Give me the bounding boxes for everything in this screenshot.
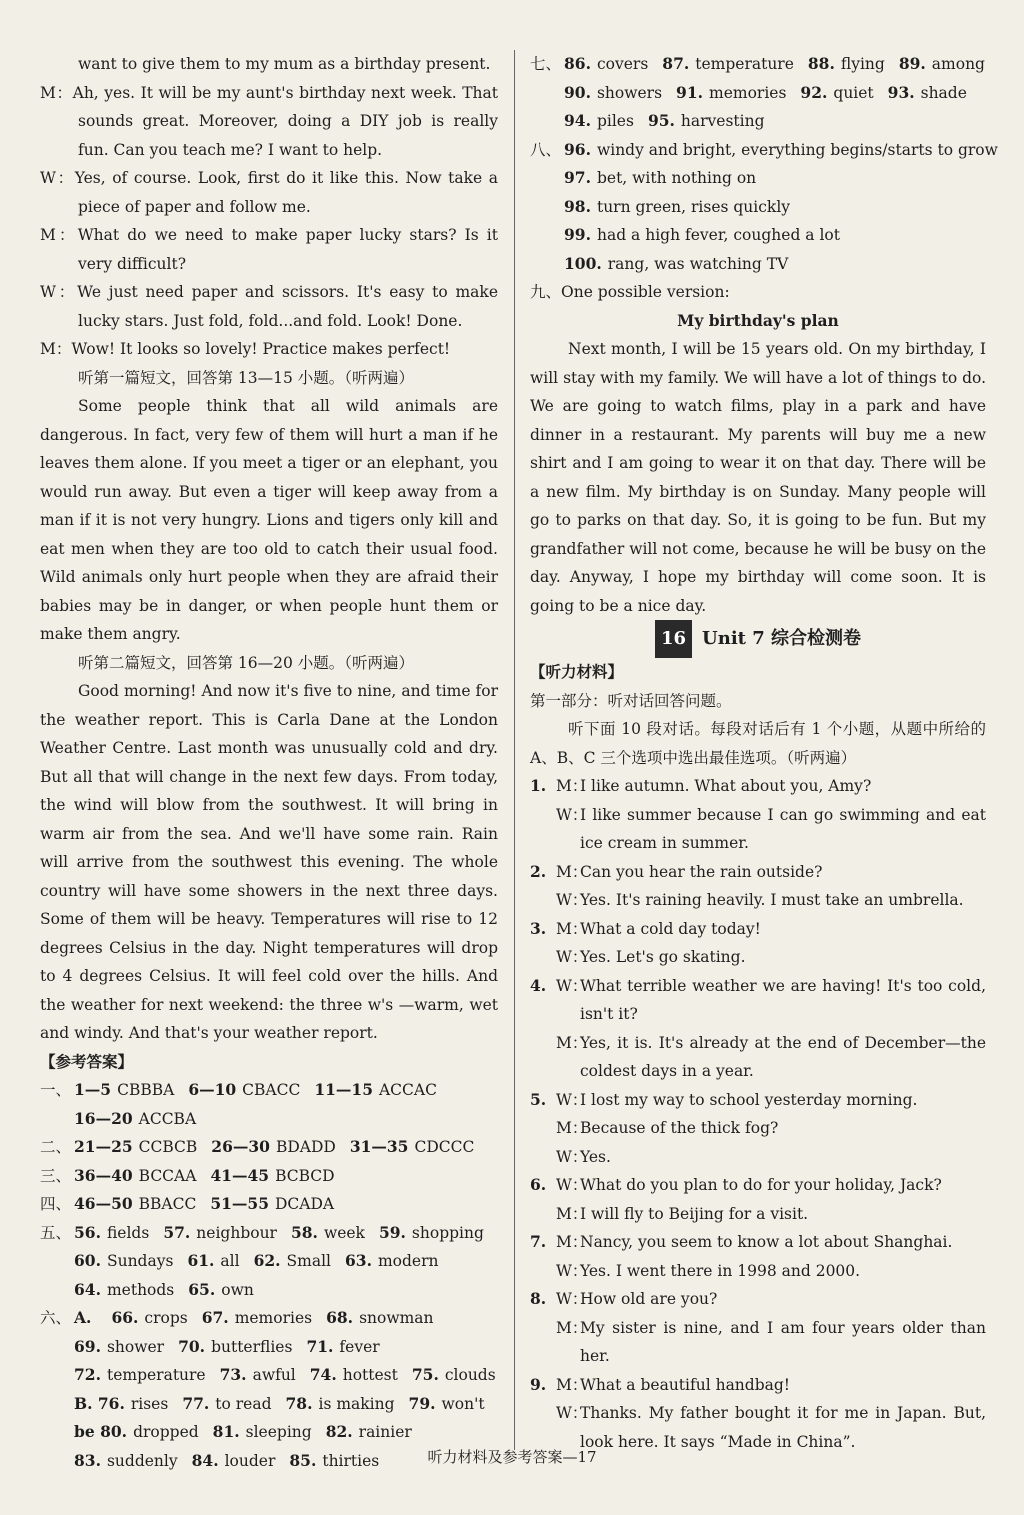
essay-title: My birthday's plan xyxy=(677,310,839,330)
answer-value: snowman xyxy=(359,1309,434,1327)
indent xyxy=(530,886,556,915)
dialogue-line xyxy=(530,915,986,944)
answer-value: had a high fever, coughed a lot xyxy=(596,226,840,244)
speaker-label: M： xyxy=(556,1233,588,1251)
left-column xyxy=(40,50,498,1475)
unit-title: Unit 7 综合检测卷 xyxy=(702,628,862,649)
answer-value: CBACC xyxy=(242,1081,301,1099)
answer-row xyxy=(40,1133,498,1162)
dialogue-text: What terrible weather we are having! It's too cold, isn't it? xyxy=(580,976,986,1023)
answer-value: ACCBA xyxy=(138,1109,197,1128)
answer-number: 21—25 xyxy=(74,1137,133,1156)
answer-value: suddenly xyxy=(106,1451,178,1470)
speaker-label: M： xyxy=(556,1375,588,1394)
answer-value: is making xyxy=(318,1394,395,1413)
answer-number: 58. xyxy=(290,1222,318,1242)
indent xyxy=(530,1200,556,1229)
essay-text: Next month, I will be 15 years old. On my birthday, I will stay with my family. We will have a lot of things to do. We are going to watch films, play in a park and have dinner in a restaurant. My parents will buy me a new shirt and I am going to wear it on that day. There will be a new film. My birthday is on Sunday. Many people will go to parks on that day. So, it is going to be fun. But my grandfather will not come, because he will be busy on the day. Anyway, I hope my birthday will come soon. It is going to be a nice day. xyxy=(530,340,986,615)
answer-value: sleeping xyxy=(245,1423,312,1441)
answer-number: 56. xyxy=(74,1222,101,1242)
indent xyxy=(530,1029,556,1086)
dialogue-number: 8. xyxy=(530,1289,547,1308)
answer-number: 100. xyxy=(564,253,602,273)
indent xyxy=(530,801,556,858)
answer-number: 61. xyxy=(187,1251,215,1270)
indent xyxy=(530,1143,556,1172)
dialogue-text: Nancy, you seem to know a lot about Shanghai. xyxy=(580,1233,953,1251)
dialogue-line xyxy=(530,943,986,972)
dialogue-text: My sister is nine, and I am four years older than her. xyxy=(580,1318,986,1365)
dialogue-line xyxy=(530,772,986,801)
answer-value: CDCCC xyxy=(414,1138,475,1156)
dialogue-line xyxy=(40,164,498,221)
section-label: 八、 xyxy=(530,140,562,159)
section-label: 四、 xyxy=(40,1195,72,1213)
answer-number: 86. xyxy=(564,54,591,73)
dialogue-line xyxy=(530,1143,986,1172)
answer-value: memories xyxy=(709,83,787,102)
column-divider xyxy=(514,50,515,1450)
answer-value: BCCAA xyxy=(138,1166,197,1185)
answer-value: hottest xyxy=(342,1366,398,1384)
speaker-label: W： xyxy=(40,283,78,301)
answer-number: 67. xyxy=(201,1308,229,1327)
dialogue-text: Yes, of course. Look, first do it like this. Now take a piece of paper and follow me. xyxy=(74,169,499,216)
essay-intro: 九、One possible version: xyxy=(530,283,730,301)
answer-row xyxy=(530,79,986,108)
answer-number: 46—50 xyxy=(74,1194,133,1213)
answer-value: louder xyxy=(224,1451,276,1470)
dialogue-number: 7. xyxy=(530,1232,547,1251)
answer-value: memories xyxy=(234,1309,313,1327)
answer-value: rang, was watching TV xyxy=(607,254,789,273)
answer-value: clouds xyxy=(444,1366,496,1384)
speaker-label: W： xyxy=(556,1147,588,1166)
answer-value: rainier xyxy=(358,1423,412,1441)
dialogue-text: want to give them to my mum as a birthday present. xyxy=(78,55,491,73)
answer-number: 73. xyxy=(219,1365,247,1384)
dialogue-section xyxy=(40,50,498,364)
answer-number: 95. xyxy=(647,111,675,130)
dialogue-text: What do you plan to do for your holiday, Jack? xyxy=(580,1176,942,1194)
speaker-label: W： xyxy=(40,169,75,187)
answer-value: butterflies xyxy=(211,1337,293,1356)
speaker-label: W： xyxy=(556,1176,588,1194)
answer-number: 92. xyxy=(800,82,828,102)
answer-number: 85. xyxy=(289,1450,317,1470)
answer-number: 75. xyxy=(411,1365,439,1384)
answer-value: BDADD xyxy=(275,1138,336,1156)
answer-number: 62. xyxy=(253,1251,281,1270)
dialogue-text: We just need paper and scissors. It's easy to make lucky stars. Just fold, fold...and fold. Look! Done. xyxy=(77,283,498,330)
dialogue-number: 9. xyxy=(530,1374,547,1394)
part1-instructions: 听下面 10 段对话。每段对话后有 1 个小题，从题中所给的 A、B、C 三个选项中选出最佳选项。（听两遍） xyxy=(530,720,986,767)
answer-number: 59. xyxy=(378,1222,406,1242)
dialogue-line xyxy=(40,221,498,278)
dialogue-text: Thanks. My father bought it for me in Japan. But, look here. It says “Made in China”. xyxy=(580,1404,986,1451)
answer-number: 87. xyxy=(662,54,690,73)
answer-row xyxy=(40,1076,498,1105)
answer-number: 64. xyxy=(74,1279,101,1299)
dialogue-number: 1. xyxy=(530,776,547,795)
answer-value: among xyxy=(931,55,985,73)
answer-value: all xyxy=(220,1252,240,1270)
dialogue-text: Yes, it is. It's already at the end of December—the coldest days in a year. xyxy=(580,1033,986,1080)
answer-value: BCBCD xyxy=(275,1166,335,1185)
answer-number: 83. xyxy=(74,1450,101,1470)
answer-value: modern xyxy=(377,1252,439,1270)
section-label: 六、 xyxy=(40,1309,72,1327)
speaker-label: W： xyxy=(556,891,588,909)
dialogue-number: 5. xyxy=(530,1089,547,1109)
answer-number: B. 76. xyxy=(74,1393,125,1413)
speaker-label: M： xyxy=(40,340,72,358)
answer-value: methods xyxy=(106,1280,175,1299)
answer-value: to read xyxy=(215,1394,272,1413)
dialogue-line xyxy=(40,335,498,364)
page-footer: 听力材料及参考答案—17 xyxy=(427,1448,597,1466)
dialogue-line xyxy=(530,1371,986,1400)
answer-value: neighbour xyxy=(196,1223,277,1242)
answer-number: 96. xyxy=(564,139,591,159)
answer-number: 88. xyxy=(807,54,835,73)
speaker-label: M： xyxy=(556,1204,588,1223)
dialogue-text: Ah, yes. It will be my aunt's birthday next week. That sounds great. Moreover, doing a DIY job is really fun. Can you teach me? I want to help. xyxy=(72,83,498,159)
answer-number: 97. xyxy=(564,168,591,187)
dialogue-line xyxy=(530,1086,986,1115)
unit-heading xyxy=(530,620,986,658)
section-label: 二、 xyxy=(40,1138,72,1156)
dialogue-text: I lost my way to school yesterday morning. xyxy=(580,1090,918,1109)
answer-value: CCBCB xyxy=(138,1138,198,1156)
section-label: 五、 xyxy=(40,1223,72,1242)
section-label: 三、 xyxy=(40,1166,72,1185)
answer-value: won't xyxy=(441,1394,485,1413)
dialogue-text: How old are you? xyxy=(580,1290,718,1308)
answer-key xyxy=(40,1076,498,1475)
answer-number: 41—45 xyxy=(210,1165,270,1185)
answer-value: harvesting xyxy=(680,112,765,130)
answer-row xyxy=(530,136,998,165)
part1-heading: 第一部分：听对话回答问题。 xyxy=(530,691,732,710)
dialogue-number: 6. xyxy=(530,1175,547,1194)
right-column xyxy=(530,50,998,1456)
answer-row xyxy=(40,1105,498,1134)
dialogue-line xyxy=(40,50,498,79)
answer-row xyxy=(40,1418,498,1447)
speaker-label: W： xyxy=(556,1090,588,1109)
answer-row xyxy=(40,1276,498,1305)
indent xyxy=(530,1114,556,1143)
answer-row xyxy=(40,1162,498,1191)
dialogue-text: Yes. xyxy=(580,1147,611,1166)
answer-value: crops xyxy=(144,1309,188,1327)
speaker-label: W： xyxy=(556,1404,588,1422)
answer-value: CBBBA xyxy=(117,1081,175,1099)
dialogue-text: Because of the thick fog? xyxy=(580,1119,779,1137)
answer-value: showers xyxy=(596,83,663,102)
answer-row xyxy=(40,1247,498,1276)
answer-key-continued xyxy=(530,50,998,278)
answer-value: week xyxy=(323,1223,365,1242)
answer-number: 98. xyxy=(564,196,591,216)
dialogue-line xyxy=(530,801,986,858)
answer-number: 65. xyxy=(188,1279,216,1299)
answer-value: windy and bright, everything begins/starts to grow xyxy=(596,140,998,159)
dialogue-line xyxy=(530,1029,986,1086)
answer-value: BBACC xyxy=(138,1195,197,1213)
answer-value: temperature xyxy=(695,55,794,73)
answer-number: 6—10 xyxy=(188,1080,237,1099)
answer-value: fever xyxy=(339,1337,380,1356)
answer-number: A. xyxy=(74,1308,92,1327)
answer-number: 99. xyxy=(564,225,591,244)
answer-number: 51—55 xyxy=(210,1194,269,1213)
answer-number: 66. xyxy=(111,1308,139,1327)
speaker-label: W： xyxy=(556,1290,588,1308)
answer-number: 31—35 xyxy=(349,1137,409,1156)
dialogue-line xyxy=(530,1257,986,1286)
dialogue-line xyxy=(530,1114,986,1143)
dialogue-line xyxy=(530,1314,986,1371)
dialogue-line xyxy=(530,1171,986,1200)
dialogue-line xyxy=(530,1200,986,1229)
speaker-label: M： xyxy=(556,777,588,795)
dialogue-text: What a beautiful handbag! xyxy=(580,1375,791,1394)
dialogue-line xyxy=(530,972,986,1029)
answer-value: dropped xyxy=(133,1423,199,1441)
dialogue-text: Yes. I went there in 1998 and 2000. xyxy=(580,1261,861,1280)
speaker-label: M： xyxy=(40,83,73,102)
speaker-label: W： xyxy=(556,805,588,824)
dialogue-text: What a cold day today! xyxy=(580,919,761,938)
dialogue-line xyxy=(40,79,498,165)
answer-row xyxy=(530,107,986,136)
answer-row xyxy=(530,164,986,193)
dialogue-line xyxy=(530,1285,986,1314)
answer-number: 36—40 xyxy=(74,1165,133,1185)
passage1-text: Some people think that all wild animals are dangerous. In fact, very few of them will hurt a man if he leaves them alone. If you meet a tiger or an elephant, you would run away. But even a tiger will keep away from a man if it is not very hungry. Lions and tigers only kill and eat men when they are too old to catch their usual food. Wild animals only hurt people when they are afraid their babies may be in danger, or when people hunt them or make them angry. xyxy=(40,397,498,643)
answer-row xyxy=(40,1190,498,1219)
speaker-label: W： xyxy=(556,948,588,966)
answer-value: covers xyxy=(596,55,649,73)
dialogue-text: Yes. It's raining heavily. I must take an umbrella. xyxy=(580,891,964,909)
dialogue-text: What do we need to make paper lucky stars? Is it very difficult? xyxy=(77,226,498,273)
answer-number: 68. xyxy=(326,1308,354,1327)
answer-number: 79. xyxy=(408,1393,436,1413)
answer-value: Sundays xyxy=(106,1252,174,1270)
answer-value: temperature xyxy=(106,1366,206,1384)
answer-value: turn green, rises quickly xyxy=(596,197,791,216)
answer-number: 84. xyxy=(191,1450,219,1470)
answer-value: DCADA xyxy=(274,1195,335,1213)
answer-number: 91. xyxy=(676,82,704,102)
answer-value: shade xyxy=(920,83,967,102)
answers-heading: 【参考答案】 xyxy=(40,1051,134,1071)
dialogue-text: I like autumn. What about you, Amy? xyxy=(580,777,872,795)
dialogue-list xyxy=(530,772,986,1456)
speaker-label: W： xyxy=(556,976,588,995)
dialogue-text: Wow! It looks so lovely! Practice makes perfect! xyxy=(71,340,451,358)
passage1-heading: 听第一篇短文，回答第 13—15 小题。（听两遍） xyxy=(78,368,415,387)
answer-number: 71. xyxy=(306,1336,334,1356)
speaker-label: M： xyxy=(556,919,588,938)
answer-row xyxy=(530,50,986,79)
answer-number: 93. xyxy=(887,82,915,102)
answer-number: 78. xyxy=(285,1393,313,1413)
answer-number: 26—30 xyxy=(211,1137,270,1156)
answer-number: 60. xyxy=(74,1251,101,1270)
speaker-label: M： xyxy=(556,1318,588,1337)
dialogue-line xyxy=(530,1228,986,1257)
answer-number: be 80. xyxy=(74,1422,128,1441)
dialogue-number: 3. xyxy=(530,918,547,938)
answer-number: 69. xyxy=(74,1336,101,1356)
answer-value: fields xyxy=(106,1223,150,1242)
answer-row xyxy=(530,250,986,279)
dialogue-text: I will fly to Beijing for a visit. xyxy=(580,1204,809,1223)
answer-number: 81. xyxy=(212,1422,240,1441)
answer-row xyxy=(40,1390,498,1419)
answer-number: 70. xyxy=(178,1336,206,1356)
speaker-label: M： xyxy=(556,1033,588,1052)
answer-value: quiet xyxy=(833,83,874,102)
answer-value: piles xyxy=(596,112,634,130)
answer-number: 74. xyxy=(309,1365,337,1384)
dialogue-text: I like summer because I can go swimming and eat ice cream in summer. xyxy=(580,805,986,852)
answer-value: shopping xyxy=(411,1223,484,1242)
answer-number: 63. xyxy=(345,1251,372,1270)
dialogue-line xyxy=(530,886,986,915)
answer-row xyxy=(40,1361,498,1390)
dialogue-text: Yes. Let's go skating. xyxy=(580,948,746,966)
answer-number: 16—20 xyxy=(74,1108,133,1128)
dialogue-number: 4. xyxy=(530,975,547,995)
passage2-text: Good morning! And now it's five to nine, and time for the weather report. This is Carla Dane at the London Weather Centre. Last month was unusually cold and dry. But all that will change in the next few days. From today, the wind will blow from the southwest. It will bring in warm air from the sea. And we'll have some rain. Rain will arrive from the southwest this evening. The whole country will have some showers in the next three days. Some of them will be heavy. Temperatures will rise to 12 degrees Celsius in the day. Night temperatures will drop to 4 degrees Celsius. It will feel cold over the hills. And the weather for next weekend: the three w's —warm, wet and windy. And that's your weather report. xyxy=(40,682,498,1042)
passage2-heading: 听第二篇短文，回答第 16—20 小题。（听两遍） xyxy=(78,653,415,672)
answer-number: 77. xyxy=(182,1393,210,1413)
answer-number: 94. xyxy=(564,111,591,130)
answer-number: 90. xyxy=(564,82,591,102)
answer-value: bet, with nothing on xyxy=(596,169,757,187)
speaker-label: M： xyxy=(40,226,78,244)
dialogue-number: 2. xyxy=(530,861,547,881)
answer-value: shower xyxy=(106,1337,165,1356)
answer-row xyxy=(530,221,986,250)
dialogue-line xyxy=(530,858,986,887)
speaker-label: M： xyxy=(556,862,588,881)
answer-number: 89. xyxy=(898,54,926,73)
dialogue-line xyxy=(40,278,498,335)
section-label: 一、 xyxy=(40,1081,72,1099)
answer-value: rises xyxy=(130,1394,169,1413)
answer-value: awful xyxy=(252,1366,296,1384)
answer-value: thirties xyxy=(322,1451,380,1470)
speaker-label: M： xyxy=(556,1119,588,1137)
answer-row xyxy=(530,193,986,222)
unit-number-badge: 16 xyxy=(655,620,692,658)
answer-row xyxy=(40,1333,498,1362)
dialogue-text: Can you hear the rain outside? xyxy=(580,862,823,881)
answer-number: 1—5 xyxy=(74,1080,112,1099)
speaker-label: W： xyxy=(556,1261,588,1280)
answer-row xyxy=(40,1304,498,1333)
listening-heading: 【听力材料】 xyxy=(530,662,624,681)
indent xyxy=(530,1314,556,1371)
answer-row xyxy=(40,1219,498,1248)
answer-value: ACCAC xyxy=(378,1081,437,1099)
answer-number: 11—15 xyxy=(314,1080,373,1099)
answer-value: own xyxy=(221,1280,254,1299)
answer-number: 82. xyxy=(325,1422,353,1441)
answer-value: Small xyxy=(286,1252,332,1270)
answer-number: 57. xyxy=(163,1222,191,1242)
section-label: 七、 xyxy=(530,55,562,73)
answer-number: 72. xyxy=(74,1365,101,1384)
indent xyxy=(530,1257,556,1286)
indent xyxy=(530,943,556,972)
answer-value: flying xyxy=(840,55,885,73)
